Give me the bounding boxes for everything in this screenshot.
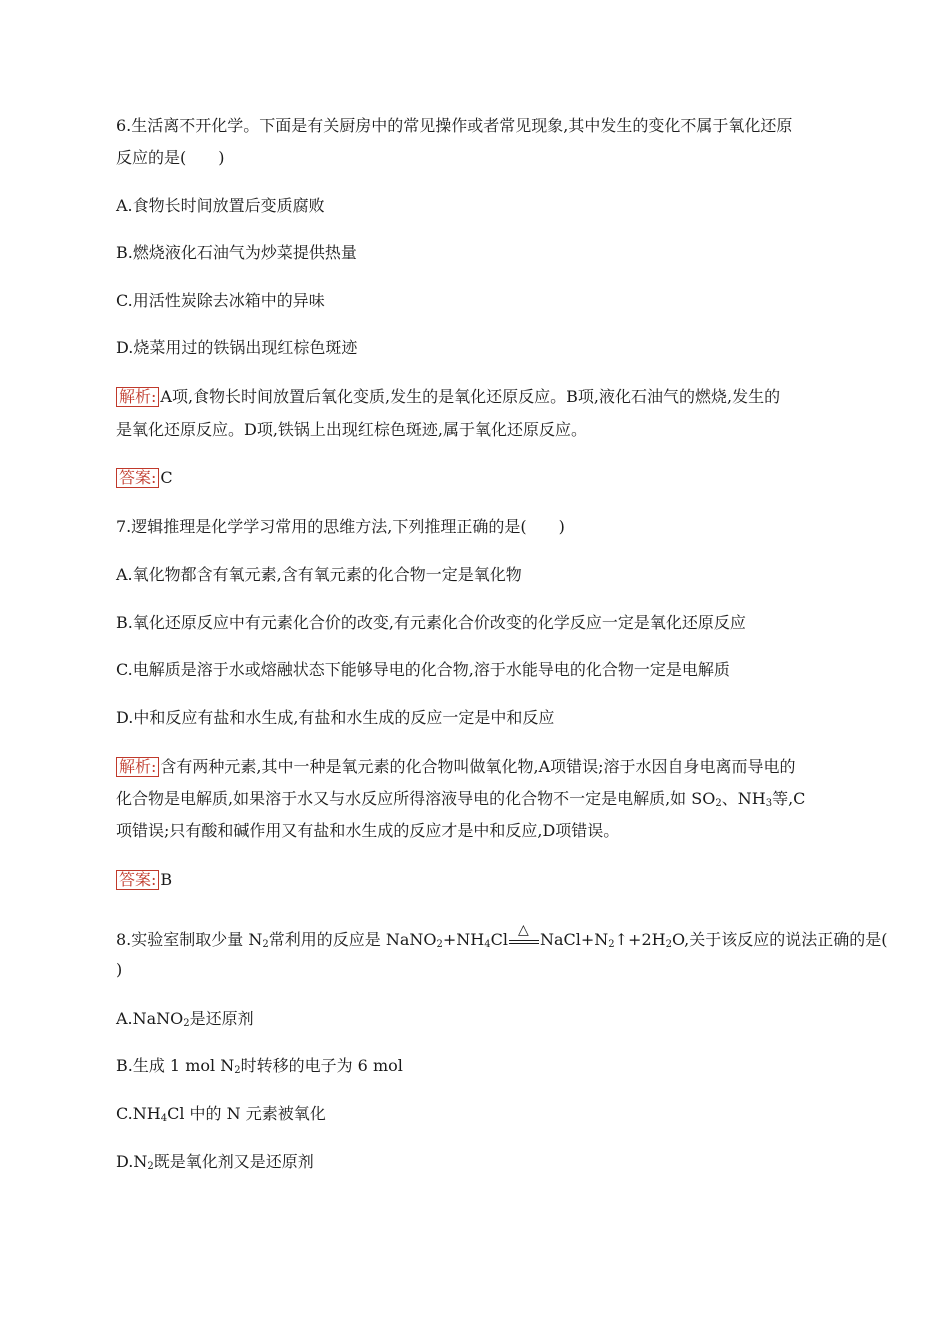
q6-analysis-line-1 <box>116 387 780 407</box>
q7-stem-line-1: 7.逻辑推理是化学学习常用的思维方法,下列推理正确的是( ) <box>116 517 565 536</box>
subscript: 2 <box>262 939 269 950</box>
q7-analysis-line-3: 项错误;只有酸和碱作用又有盐和水生成的反应才是中和反应,D项错误。 <box>116 821 620 840</box>
q8-option-b-text-b: 时转移的电子为 6 mol <box>240 1056 403 1075</box>
subscript: 2 <box>436 939 443 950</box>
q6-option-c: C.用活性炭除去冰箱中的异味 <box>116 291 325 310</box>
analysis-tag: 解析: <box>116 387 159 407</box>
q8-option-a-text-a: A.NaNO <box>116 1009 184 1028</box>
q8-option-d-text-b: 既是氧化剂又是还原剂 <box>153 1152 314 1171</box>
q8-stem-text-c: +NH <box>442 930 485 949</box>
answer-tag: 答案: <box>116 870 159 890</box>
q7-analysis-text-1: 含有两种元素,其中一种是氧元素的化合物叫做氧化物,A项错误;溶于水因自身电离而导电的 <box>160 757 796 776</box>
q8-stem-text-b: 常利用的反应是 NaNO <box>268 930 437 949</box>
q8-option-b-text-a: B.生成 1 mol N <box>116 1056 235 1075</box>
q7-analysis-line-2 <box>116 789 805 809</box>
q7-answer: B <box>160 870 173 889</box>
q7-option-d: D.中和反应有盐和水生成,有盐和水生成的反应一定是中和反应 <box>116 708 555 727</box>
q6-answer: C <box>160 468 173 487</box>
q8-stem-line-2: ) <box>116 960 123 979</box>
q8-stem-text-f: ↑+2H <box>614 930 666 949</box>
heating-condition-icon <box>509 921 539 950</box>
q8-option-b <box>116 1056 403 1076</box>
q7-option-c: C.电解质是溶于水或熔融状态下能够导电的化合物,溶于水能导电的化合物一定是电解质 <box>116 660 730 679</box>
q6-stem-line-1: 6.生活离不开化学。下面是有关厨房中的常见操作或者常见现象,其中发生的变化不属于氧化还原 <box>116 116 793 135</box>
q6-analysis-text-1: A项,食物长时间放置后氧化变质,发生的是氧化还原反应。B项,液化石油气的燃烧,发生的 <box>160 387 781 406</box>
q6-option-d: D.烧菜用过的铁锅出现红棕色斑迹 <box>116 338 358 357</box>
analysis-tag: 解析: <box>116 757 159 777</box>
q8-stem-line-1 <box>116 921 888 950</box>
subscript: 4 <box>484 939 491 950</box>
q8-option-c <box>116 1104 326 1124</box>
q6-option-b: B.燃烧液化石油气为炒菜提供热量 <box>116 243 357 262</box>
q8-stem-text-e: NaCl+N <box>539 930 609 949</box>
q8-stem-text-d: Cl <box>490 930 508 949</box>
subscript: 2 <box>147 1161 154 1172</box>
q7-analysis-text-2b: 、NH <box>721 789 766 808</box>
q7-analysis-text-2c: 等,C <box>772 789 806 808</box>
q7-option-b: B.氧化还原反应中有元素化合价的改变,有元素化合价改变的化学反应一定是氧化还原反应 <box>116 613 746 632</box>
subscript: 2 <box>715 798 722 809</box>
q8-stem-text-g: O,关于该反应的说法正确的是( <box>671 930 888 949</box>
answer-tag: 答案: <box>116 468 159 488</box>
q6-answer-line <box>116 468 173 488</box>
q8-option-d-text-a: D.N <box>116 1152 148 1171</box>
q7-answer-line <box>116 870 172 890</box>
q8-option-d <box>116 1152 314 1172</box>
subscript: 2 <box>234 1065 241 1076</box>
subscript: 3 <box>765 798 773 809</box>
q6-option-a: A.食物长时间放置后变质腐败 <box>116 196 325 215</box>
q7-analysis-text-2a: 化合物是电解质,如果溶于水又与水反应所得溶液导电的化合物不一定是电解质,如 SO <box>116 789 716 808</box>
q7-option-a: A.氧化物都含有氧元素,含有氧元素的化合物一定是氧化物 <box>116 565 522 584</box>
q8-stem-text-a: 8.实验室制取少量 N <box>116 930 263 949</box>
subscript: 2 <box>608 939 615 950</box>
subscript: 4 <box>160 1113 168 1124</box>
q6-analysis-line-2: 是氧化还原反应。D项,铁锅上出现红棕色斑迹,属于氧化还原反应。 <box>116 420 588 439</box>
q8-option-c-text-a: C.NH <box>116 1104 161 1123</box>
subscript: 2 <box>665 939 672 950</box>
q7-analysis-line-1 <box>116 757 796 777</box>
delta-symbol: △ <box>517 921 529 938</box>
q8-option-a-text-b: 是还原剂 <box>189 1009 254 1028</box>
q8-option-c-text-b: Cl 中的 N 元素被氧化 <box>167 1104 326 1123</box>
q6-stem-line-2: 反应的是( ) <box>116 148 225 167</box>
subscript: 2 <box>183 1018 190 1029</box>
q8-option-a <box>116 1009 254 1029</box>
